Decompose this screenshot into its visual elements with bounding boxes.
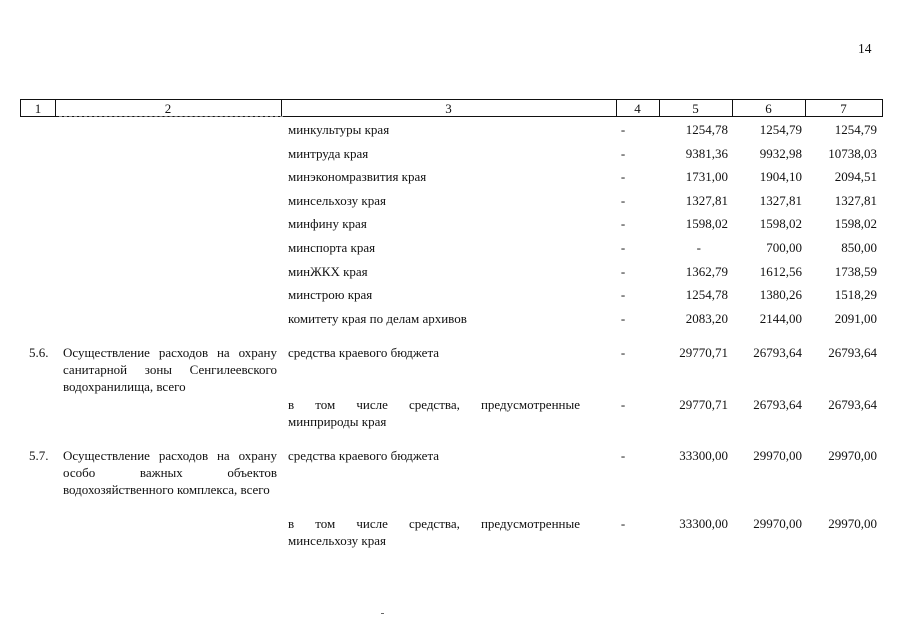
col-7-value: 1518,29	[834, 287, 877, 302]
col-6-value: 2144,00	[759, 311, 802, 326]
col-6-value: 700,00	[766, 240, 802, 255]
col-6-value: 29970,00	[753, 516, 802, 531]
col-5-value: 33300,00	[679, 516, 728, 531]
header-col-3: 3	[445, 101, 452, 116]
col-5-value: 2083,20	[685, 311, 728, 326]
ministry-label: минкультуры края	[288, 122, 390, 137]
col-5-value: 1598,02	[685, 216, 728, 231]
ministry-label: комитету края по делам архивов	[288, 311, 467, 326]
item-number: 5.6.	[29, 345, 49, 360]
funding-source: в том числе средства, предусмотренные минсельхозу края	[288, 516, 580, 548]
ministry-label: минтруда края	[288, 146, 369, 161]
col-6-value: 26793,64	[753, 397, 802, 412]
col-5-value: 1254,78	[685, 122, 728, 137]
col-4-value: -	[620, 169, 626, 184]
col-7-value: 2091,00	[834, 311, 877, 326]
col-4-value: -	[620, 311, 626, 326]
ministry-label: минсельхозу края	[288, 193, 386, 208]
scan-speck	[381, 613, 384, 614]
col-5-value: 33300,00	[679, 448, 728, 463]
col-4-value: -	[620, 397, 626, 412]
ministry-label: минспорта края	[288, 240, 376, 255]
funding-source: в том числе средства, предусмотренные минприроды края	[288, 397, 580, 429]
header-col-1: 1	[34, 101, 42, 116]
col-7-value: 1598,02	[834, 216, 877, 231]
col-4-value: -	[620, 122, 626, 137]
header-col-5: 5	[692, 101, 699, 116]
col-5-value: 1327,81	[685, 193, 728, 208]
col-6-value: 26793,64	[753, 345, 802, 360]
col-6-value: 9932,98	[759, 146, 802, 161]
col-7-value: 1254,79	[834, 122, 877, 137]
header-col-2: 2	[164, 101, 172, 116]
col-4-value: -	[620, 287, 626, 302]
col-7-value: 850,00	[841, 240, 877, 255]
col-6-value: 1327,81	[759, 193, 802, 208]
ministry-label: минэкономразвития края	[288, 169, 427, 184]
col-4-value: -	[620, 448, 626, 463]
col-4-value: -	[620, 516, 626, 531]
col-7-value: 1738,59	[834, 264, 877, 279]
col-7-value: 26793,64	[828, 397, 877, 412]
col-6-value: 1598,02	[759, 216, 802, 231]
header-col-7: 7	[840, 101, 847, 116]
col-7-value: 10738,03	[828, 146, 877, 161]
col-6-value: 1380,26	[759, 287, 802, 302]
col-4-value: -	[620, 216, 626, 231]
col-5-value: 1731,00	[685, 169, 728, 184]
col-5-value: 29770,71	[679, 345, 728, 360]
page-number: 14	[858, 41, 872, 56]
funding-source: средства краевого бюджета	[288, 448, 440, 463]
col-4-value: -	[620, 240, 626, 255]
ministry-label: минфину края	[288, 216, 367, 231]
col-7-value: 29970,00	[828, 448, 877, 463]
col-4-value: -	[620, 193, 626, 208]
item-name: Осуществление расходов на охрану санитарной зоны Сенгилеевского водохранилища, всего	[63, 345, 277, 394]
col-6-value: 29970,00	[753, 448, 802, 463]
col-7-value: 2094,51	[834, 169, 877, 184]
col-5-value: 9381,36	[685, 146, 728, 161]
ministry-label: минстрою края	[288, 287, 373, 302]
item-number: 5.7.	[29, 448, 49, 463]
col-7-value: 1327,81	[834, 193, 877, 208]
col-4-value: -	[620, 264, 626, 279]
col-7-value: 26793,64	[828, 345, 877, 360]
col-6-value: 1254,79	[759, 122, 802, 137]
header-col-6: 6	[765, 101, 772, 116]
col-5-value: 1254,78	[685, 287, 728, 302]
col-5-value: 1362,79	[685, 264, 728, 279]
col-5-value: 29770,71	[679, 397, 728, 412]
col-6-value: 1904,10	[759, 169, 802, 184]
col-4-value: -	[620, 146, 626, 161]
ministry-label: минЖКХ края	[288, 264, 368, 279]
col-6-value: 1612,56	[759, 264, 802, 279]
col-4-value: -	[620, 345, 626, 360]
col-5-value: -	[696, 240, 701, 255]
table-header	[20, 99, 883, 117]
header-col-4: 4	[634, 101, 641, 116]
item-name: Осуществление расходов на охрану особо важных объектов водохозяйственного комплекса, всего	[63, 448, 277, 497]
funding-source: средства краевого бюджета	[288, 345, 440, 360]
header-underline-dashes	[59, 116, 283, 117]
col-7-value: 29970,00	[828, 516, 877, 531]
